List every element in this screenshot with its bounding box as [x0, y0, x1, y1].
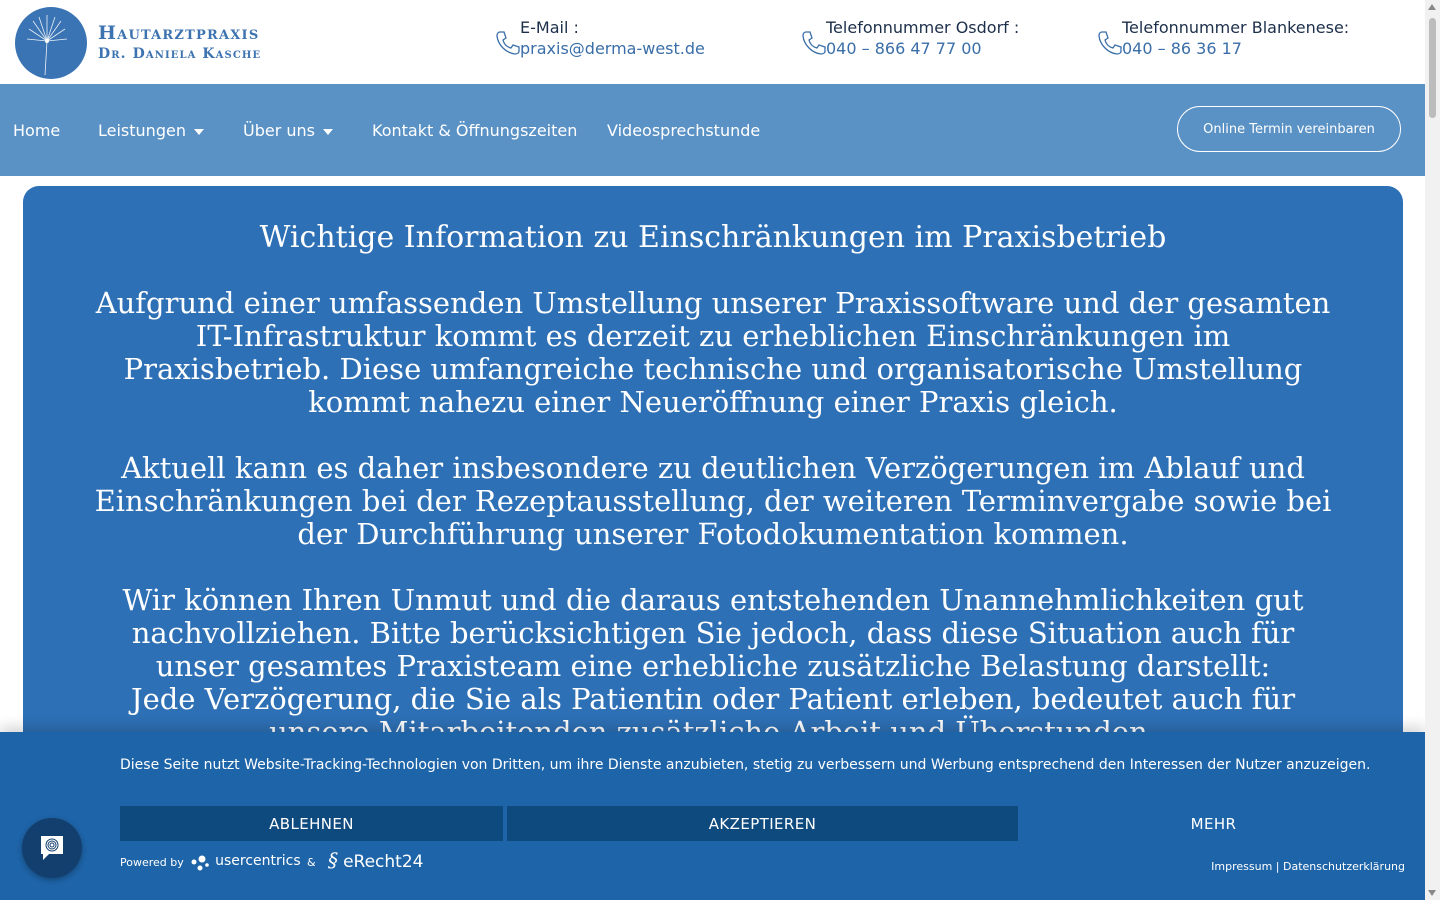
accept-button[interactable]: AKZEPTIEREN: [507, 806, 1018, 841]
logo-dandelion-icon[interactable]: [15, 7, 87, 79]
nav-ueber-uns[interactable]: [243, 121, 333, 140]
info-paragraph-4: Jede Verzögerung, die Sie als Patientin oder Patient erleben, bedeutet auch für: [130, 682, 1296, 716]
usercentrics-logo[interactable]: [190, 850, 301, 872]
site-header: [0, 0, 1425, 84]
scroll-down-icon[interactable]: [1428, 890, 1436, 896]
usercentrics-wordmark: usercentrics: [215, 853, 301, 869]
info-title: Wichtige Information zu Einschränkungen im Praxisbetrieb: [259, 220, 1167, 255]
contact-label: Telefonnummer Osdorf :: [826, 18, 1020, 37]
scroll-up-icon[interactable]: [1428, 4, 1436, 10]
phone-blankenese-link[interactable]: 040 – 86 36 17: [1122, 39, 1242, 58]
caret-down-icon: [323, 129, 333, 135]
info-paragraph-2: Aktuell kann es daher insbesondere zu deutlichen Verzögerungen im Ablauf und Einschränkungen bei der Rezeptausstellung, der weiteren Terminvergabe sowie bei der Durchführung unserer Fotodokumentation kommen.: [94, 451, 1332, 551]
nav-home[interactable]: Home: [13, 121, 61, 140]
email-link[interactable]: praxis@derma-west.de: [520, 39, 705, 58]
contact-email: [520, 18, 705, 58]
phone-icon: [1096, 28, 1122, 56]
scroll-thumb[interactable]: [1429, 18, 1436, 118]
decline-button[interactable]: ABLEHNEN: [120, 806, 503, 841]
online-termin-button[interactable]: Online Termin vereinbaren: [1177, 106, 1401, 152]
cookie-text: Diese Seite nutzt Website-Tracking-Technologien von Dritten, um ihre Dienste anzubieten, stetig zu verbessern und Werbung entsprechend den Interessen der Nutzer anzuzeigen.: [120, 757, 1371, 773]
datenschutz-link[interactable]: Datenschutzerklärung: [1283, 860, 1405, 873]
usercentrics-dots-icon: [190, 850, 210, 872]
contact-phone-osdorf: [826, 18, 1019, 58]
info-paragraph-3: Wir können Ihren Unmut und die daraus entstehenden Unannehmlichkeiten gut nachvollziehen. Bitte berücksichtigen Sie jedoch, dass diese Situation auch für unser gesamtes Praxisteam eine erhebliche zusätzliche Belastung darstellt:: [122, 583, 1304, 683]
powered-by-label: Powered by: [120, 856, 184, 869]
erecht24-logo[interactable]: [328, 848, 423, 872]
nav-videosprechstunde[interactable]: Videosprechstunde: [607, 121, 761, 140]
more-button[interactable]: MEHR: [1190, 814, 1237, 833]
erecht24-wordmark: eRecht24: [343, 852, 424, 872]
footer-links: [1211, 860, 1405, 873]
link-separator: |: [1275, 860, 1280, 873]
phone-icon: [800, 28, 826, 56]
cookie-banner: [0, 732, 1425, 900]
nav-leistungen[interactable]: [98, 121, 204, 140]
nav-ueber-uns-label: Über uns: [243, 121, 315, 140]
ampersand: &: [307, 856, 316, 869]
page-scrollbar[interactable]: [1425, 0, 1440, 900]
fingerprint-icon: [37, 832, 67, 864]
brand-name[interactable]: Hautarztpraxis: [98, 22, 260, 44]
phone-osdorf-link[interactable]: 040 – 866 47 77 00: [826, 39, 982, 58]
brand-doctor[interactable]: Dr. Daniela Kasche: [98, 46, 262, 62]
contact-phone-blankenese: [1122, 18, 1349, 58]
impressum-link[interactable]: Impressum: [1211, 860, 1273, 873]
phone-icon: [494, 28, 520, 56]
contact-label: Telefonnummer Blankenese:: [1122, 18, 1350, 37]
contact-label: E-Mail :: [520, 18, 579, 37]
erecht24-swirl-icon: §: [328, 848, 338, 872]
caret-down-icon: [194, 129, 204, 135]
privacy-settings-button[interactable]: [22, 818, 82, 878]
nav-kontakt[interactable]: Kontakt & Öffnungszeiten: [372, 121, 578, 140]
nav-leistungen-label: Leistungen: [98, 121, 186, 140]
info-paragraph-1: Aufgrund einer umfassenden Umstellung unserer Praxissoftware und der gesamten IT-Infrastruktur kommt es derzeit zu erheblichen Einschränkungen im Praxisbetrieb. Diese umfangreiche technische und organisatorische Umstellung kommt nahezu einer Neueröffnung einer Praxis gleich.: [95, 286, 1331, 419]
main-nav: [0, 84, 1425, 176]
info-panel: [23, 186, 1403, 786]
